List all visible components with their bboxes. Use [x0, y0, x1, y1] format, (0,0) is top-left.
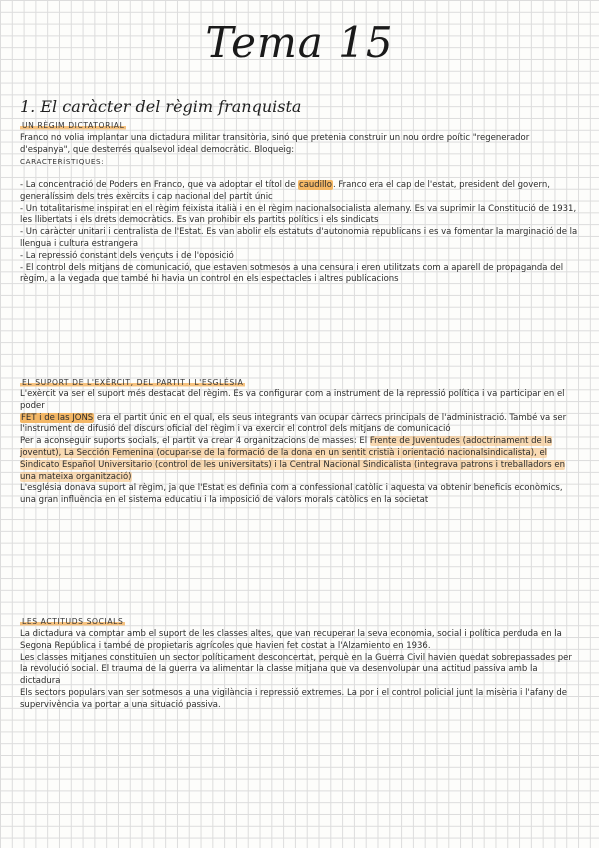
- subheading-regim-dictatorial: [20, 121, 126, 130]
- subheading-text: LES ACTITUDS SOCIALS: [22, 617, 124, 626]
- subheading-text: EL SUPORT DE L'EXÈRCIT, DEL PARTIT I L'ESGLÉSIA: [22, 378, 244, 387]
- suport-paragraphs: [20, 389, 580, 507]
- highlighted-organizations: Frente de Juventudes (adoctrinament de la joventut), La Sección Femenina (ocupar-se de la formació de la dona en un sentit cristià i orientació nacionalsindicalista), el Sindicato Español Universitario (control de les universitats) i la Central Nacional Sindicalista (integrava patrons i treballadors en una mateixa organització): [20, 436, 565, 482]
- paragraph: [20, 413, 580, 437]
- subheading-text: UN RÈGIM DICTATORIAL: [22, 121, 125, 130]
- fet-jons-keyword: FET i de las JONS: [21, 412, 94, 423]
- paragraph: L'exèrcit va ser el suport més destacat del règim. Es va configurar com a instrument de la repressió política i va participar en el poder: [20, 389, 565, 411]
- list-item: - La repressió constant dels vençuts i de l'oposició: [20, 250, 234, 261]
- intro-text: Franco no volia implantar una dictadura militar transitòria, sinó que pretenia construir un nou ordre poític "regenerador d'espanya", que desterrés qualsevol ideal democràtic. Bloqueig:: [20, 133, 530, 155]
- characteristics-label: CARACTERÍSTIQUES:: [20, 157, 105, 166]
- paragraph-text: Per a aconseguir suports socials, el partit va crear 4 organitzacions de masses: El: [20, 436, 370, 447]
- page-title: Tema 15: [205, 18, 394, 67]
- paragraph-text: era el partit únic en el qual, els seus integrants van ocupar càrrecs principals de l'administració. També va ser l'instrument de difusió del discurs oficial del règim i va exercir el control dels mitjans de comunicació: [20, 412, 567, 435]
- paragraph: L'església donava suport al règim, ja que l'Estat es definia com a confessional catòlic i aquesta va obtenir beneficis econòmics, una gran influència en el sistema educatiu i la imposició de valors morals catòlics en la societat: [20, 483, 563, 506]
- subheading-actituds: [20, 617, 125, 626]
- item1-post: . Franco era el cap de l'estat, president del govern, generalíssim dels tres exèrcits i cap nacional del partit únic: [20, 180, 550, 202]
- actituds-paragraphs: [20, 629, 580, 712]
- list-item: [20, 180, 580, 204]
- list-item: - Un caràcter unitari i centralista de l'Estat. Es van abolir els estatuts d'autonomia republicans i es va fomentar la marginació de la llengua i cultura estrangera: [20, 227, 578, 249]
- list-item: - Un totalitarisme inspirat en el règim feixista italià i en el règim nacionalsocialista alemany. Es va suprimir la Constitució de 1931, les llibertats i els drets democràtics. Es van prohibir els partits polítics i els sindicats: [20, 203, 577, 226]
- paragraph: Els sectors populars van ser sotmesos a una vigilància i repressió extremes. La por i el control policial junt la misèria i l'afany de supervivència va portar a una situació passiva.: [20, 687, 567, 710]
- list-item: - El control dels mitjans de comunicació, que estaven sotmesos a una censura i eren utilitzats com a aparell de propaganda del règim, a la vegada que també hi havia un control en els espectacles i altres publicacions: [20, 262, 564, 285]
- intro-paragraph: [20, 133, 580, 157]
- paragraph: La dictadura va comptar amb el suport de les classes altes, que van recuperar la seva economia, social i política perduda en la Segona República i també de propietaris agrícoles que havien fet costat a l'Alzamiento en 1936.: [20, 629, 562, 651]
- paragraph: Les classes mitjanes constituïen un sector políticament desconcertat, perquè en la Guerra Civil havien quedat sobrepassades per la revolució social. El trauma de la guerra va alimentar la classe mitjana que va desenvolupar una actitud passiva amb la dictadura: [20, 652, 572, 687]
- paragraph: [20, 436, 580, 483]
- section-heading-1: 1. El caràcter del règim franquista: [20, 97, 302, 116]
- subheading-suport: [20, 378, 245, 387]
- caudillo-keyword: caudillo: [299, 180, 332, 190]
- characteristics-list: [20, 180, 580, 286]
- item1-pre: - La concentració de Poders en Franco, que va adoptar el títol de: [20, 180, 299, 190]
